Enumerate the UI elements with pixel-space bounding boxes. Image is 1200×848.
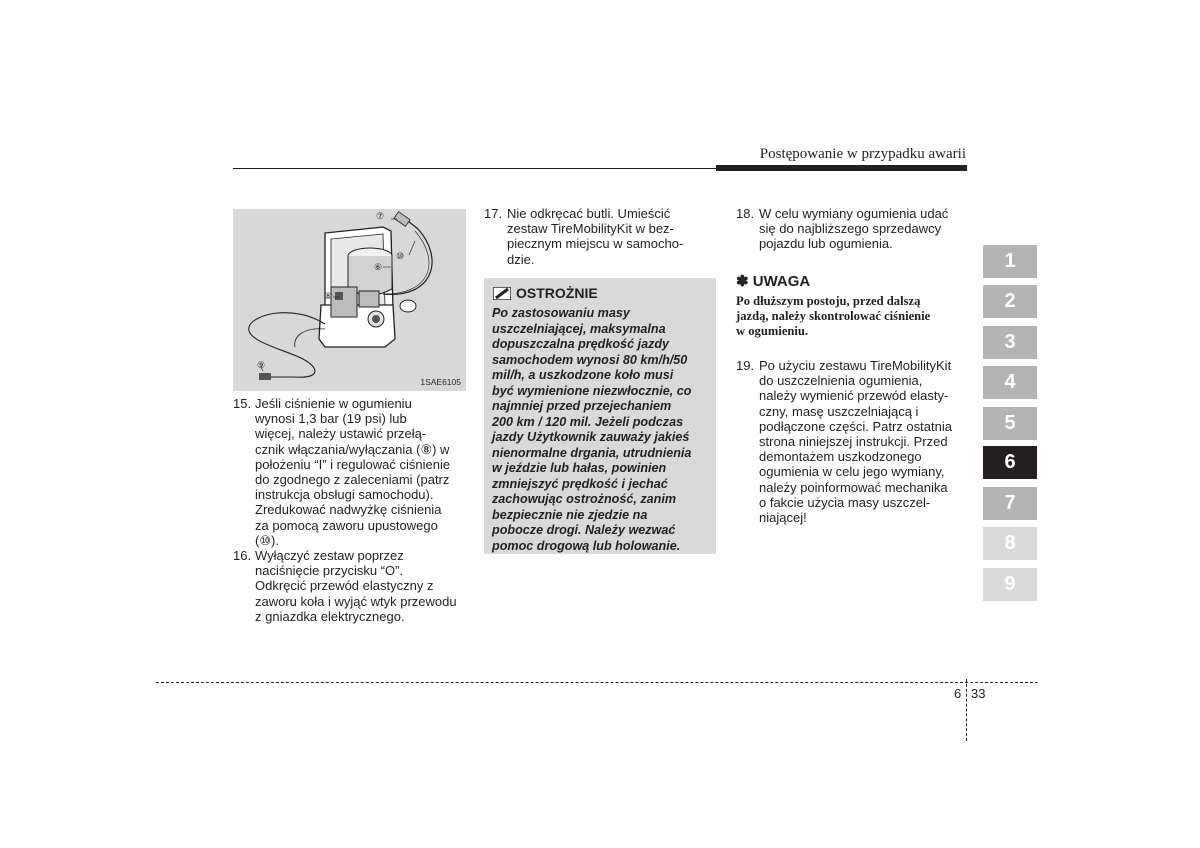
footer-rule <box>156 682 1038 683</box>
text-line: zachowując ostrożność, zanim <box>492 492 677 506</box>
step-number: 17. <box>484 206 503 221</box>
text-line: się do najbliższego sprzedawcy <box>759 221 942 237</box>
callout-7: ⑦ <box>376 211 385 221</box>
text-line: podłączone części. Patrz ostatnia <box>759 418 952 434</box>
text-line: zmniejszyć prędkość i jechać <box>492 476 668 491</box>
text-line: w ogumieniu. <box>736 324 809 338</box>
text-line: Jeśli ciśnienie w ogumieniu <box>255 396 412 411</box>
text-line: pomoc drogową lub holowanie. <box>492 538 681 553</box>
text-line: położeniu “I” i regulować ciśnienie <box>255 456 451 472</box>
chapter-tab-5[interactable]: 5 <box>983 407 1037 440</box>
text-line: Nie odkręcać butli. Umieścić <box>507 206 671 221</box>
text-line: jazdy Użytkownik zauważy jakieś <box>492 430 690 444</box>
text-line: Po użyciu zestawu TireMobilityKit <box>759 358 952 373</box>
step-text <box>255 548 464 624</box>
text-line: o fakcie użycia masy uszczel- <box>759 494 931 510</box>
caution-text <box>492 306 710 554</box>
chapter-tab-3[interactable]: 3 <box>983 326 1037 359</box>
page-number: 33 <box>971 686 986 701</box>
chapter-tab-6[interactable]: 6 <box>983 446 1037 479</box>
step-18 <box>736 206 968 256</box>
text-line: bezpiecznie nie zjedzie na <box>492 507 648 522</box>
text-line: w jeździe lub hałas, powinien <box>492 461 667 475</box>
text-line: zaworu koła i wyjąć wtyk przewodu <box>255 593 457 609</box>
text-line: Odkręcić przewód elastyczny z <box>255 578 434 594</box>
page-chapter: 6 <box>954 686 962 701</box>
text-line: być wymienione niezwłocznie, co <box>492 383 692 398</box>
step-text <box>255 396 464 548</box>
step-16 <box>233 548 466 628</box>
callout-8: ⑧ <box>324 291 333 301</box>
text-line: Zredukować nadwyżkę ciśnienia <box>255 502 442 518</box>
caution-title: OSTROŻNIE <box>516 285 598 301</box>
text-line: niającej! <box>759 510 807 526</box>
tire-kit-illustration <box>233 209 466 391</box>
text-line: naciśnięcie przycisku “O”. <box>255 563 404 579</box>
step-19 <box>736 358 968 528</box>
figure-code: 1SAE6105 <box>420 377 461 387</box>
step-number: 19. <box>736 358 755 373</box>
footer-divider <box>966 679 967 741</box>
text-line: Po zastosowaniu masy <box>492 306 630 320</box>
text-line: dzie. <box>507 251 535 267</box>
text-line: jazdą, należy skontrolować ciśnienie <box>736 309 931 323</box>
text-line: mil/h, a uszkodzone koło musi <box>492 368 674 382</box>
step-number: 18. <box>736 206 755 221</box>
note-title: ✽ UWAGA <box>736 273 811 290</box>
text-line: więcej, należy ustawić przełą- <box>255 426 427 442</box>
text-line: Po dłuższym postoju, przed dalszą <box>736 294 921 308</box>
callout-6: ⑥ <box>374 262 383 272</box>
chapter-tab-4[interactable]: 4 <box>983 366 1037 399</box>
callout-10: ⑩ <box>396 251 405 261</box>
callout-9: ⑨ <box>257 360 266 370</box>
text-line: do zgodnego z zaleceniami (patrz <box>255 472 450 488</box>
text-line: należy poinformować mechanika <box>759 479 948 495</box>
text-line: z gniazdka elektrycznego. <box>255 608 405 624</box>
header-band <box>716 165 967 171</box>
caution-icon <box>493 287 511 300</box>
caution-box <box>484 278 716 554</box>
text-line: uszczelniającej, maksymalna <box>492 321 666 336</box>
text-line: (⑩). <box>255 532 279 548</box>
text-line: dopuszczalna prędkość jazdy <box>492 337 670 351</box>
step-text <box>759 358 967 525</box>
text-line: strona niniejszej instrukcji. Przed <box>759 434 948 450</box>
text-line: demontażem uszkodzonego <box>759 449 922 465</box>
text-line: instrukcja obsługi samochodu). <box>255 487 434 503</box>
text-line: do uszczelnienia ogumienia, <box>759 373 923 389</box>
text-line: pojazdu lub ogumienia. <box>759 236 893 252</box>
text-line: najmniej przed przejechaniem <box>492 399 672 413</box>
chapter-tab-2[interactable]: 2 <box>983 285 1037 318</box>
text-line: Wyłączyć zestaw poprzez <box>255 548 404 563</box>
text-line: wynosi 1,3 bar (19 psi) lub <box>255 411 407 427</box>
text-line: W celu wymiany ogumienia udać <box>759 206 949 221</box>
chapter-tab-1[interactable]: 1 <box>983 245 1037 278</box>
chapter-tab-8[interactable]: 8 <box>983 527 1037 560</box>
chapter-tab-7[interactable]: 7 <box>983 487 1037 520</box>
text-line: należy wymienić przewód elasty- <box>759 388 949 404</box>
text-line: nienormalne drgania, utrudnienia <box>492 445 692 460</box>
step-number: 16. <box>233 548 252 563</box>
text-line: za pomocą zaworu upustowego <box>255 517 438 533</box>
text-line: cznik włączania/wyłączania (⑧) w <box>255 441 450 457</box>
text-line: 200 km / 120 mil. Jeżeli podczas <box>492 414 684 429</box>
text-line: piecznym miejscu w samocho- <box>507 236 684 252</box>
text-line: zestaw TireMobilityKit w bez- <box>507 221 674 237</box>
step-17 <box>484 206 716 270</box>
step-text <box>759 206 967 252</box>
step-text <box>507 206 715 267</box>
tire-kit-drawing <box>233 209 466 391</box>
step-number: 15. <box>233 396 252 411</box>
text-line: samochodem wynosi 80 km/h/50 <box>492 352 688 367</box>
text-line: czny, masę uszczelniającą i <box>759 403 919 419</box>
note-text <box>736 294 968 339</box>
chapter-tab-9[interactable]: 9 <box>983 568 1037 601</box>
step-15 <box>233 396 466 551</box>
text-line: ogumienia w celu jego wymiany, <box>759 464 945 480</box>
section-title: Postępowanie w przypadku awarii <box>759 146 966 162</box>
text-line: pobocze drogi. Należy wezwać <box>492 523 676 537</box>
